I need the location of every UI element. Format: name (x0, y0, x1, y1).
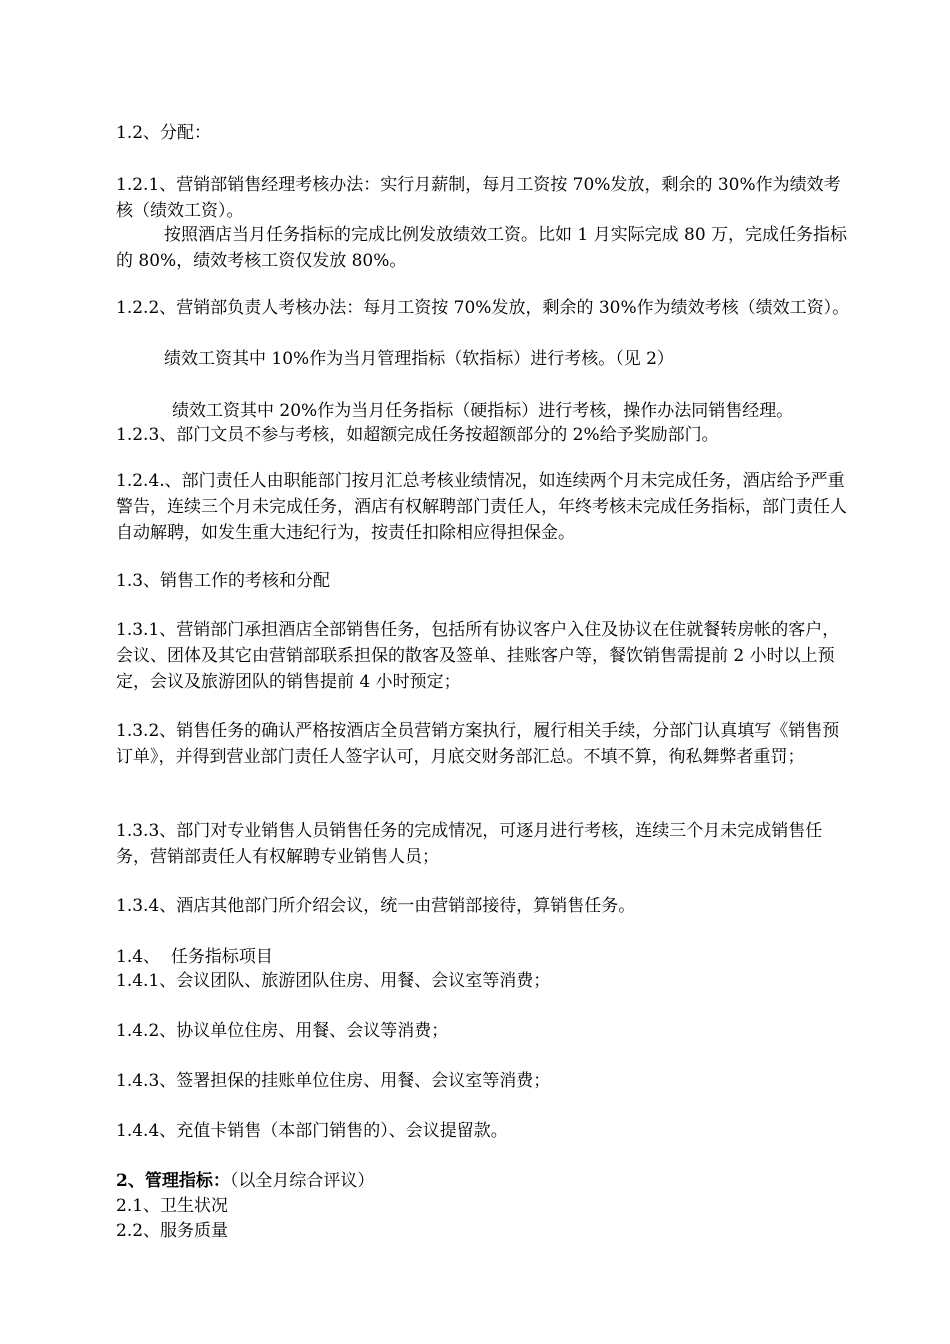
section-1-2-1-detail: 按照酒店当月任务指标的完成比例发放绩效工资。比如 1 月实际完成 80 万，完成任务指标的 80%，绩效考核工资仅发放 80%。 (116, 225, 848, 271)
section-1-4-1-item: 1.4.1、会议团队、旅游团队住房、用餐、会议室等消费； (116, 971, 551, 991)
section-1-4-2-item: 1.4.2、协议单位住房、用餐、会议等消费； (116, 1021, 449, 1041)
section-1-3-heading: 1.3、销售工作的考核和分配 (116, 571, 331, 591)
section-1-2-4-paragraph: 1.2.4.、部门责任人由职能部门按月汇总考核业绩情况，如连续两个月未完成任务，酒店给予严重警告，连续三个月未完成任务，酒店有权解聘部门责任人，年终考核未完成任务指标，部门责任人自动解聘，如发生重大违纪行为，按责任扣除相应得担保金。 (116, 471, 847, 543)
section-1-3-2-paragraph: 1.3.2、销售任务的确认严格按酒店全员营销方案执行，履行相关手续，分部门认真填写《销售预订单》，并得到营业部门责任人签字认可，月底交财务部汇总。不填不算，徇私舞弊者重罚； (116, 721, 840, 767)
section-1-3-1-paragraph: 1.3.1、营销部门承担酒店全部销售任务，包括所有协议客户入住及协议在住就餐转房帐的客户，会议、团体及其它由营销部联系担保的散客及签单、挂账客户等，餐饮销售需提前 2 小时以上预定，会议及旅游团队的销售提前 4 小时预定； (116, 620, 840, 692)
section-2-heading (116, 1168, 856, 1194)
section-1-2-2-paragraph: 1.2.2、营销部负责人考核办法：每月工资按 70%发放，剩余的 30%作为绩效考核（绩效工资）。 (116, 298, 850, 318)
section-1-3-3-paragraph: 1.3.3、部门对专业销售人员销售任务的完成情况，可逐月进行考核，连续三个月未完成销售任务，营销部责任人有权解聘专业销售人员； (116, 821, 823, 867)
section-1-2-2-soft-indicator: 绩效工资其中 10%作为当月管理指标（软指标）进行考核。（见 2） (164, 349, 674, 369)
section-2-heading-bold: 2、管理指标： (116, 1171, 230, 1191)
section-1-4-4-item: 1.4.4、充值卡销售（本部门销售的）、会议提留款。 (116, 1121, 508, 1141)
section-1-4-3-item: 1.4.3、签署担保的挂账单位住房、用餐、会议室等消费； (116, 1071, 551, 1091)
section-1-2-1-paragraph: 1.2.1、营销部销售经理考核办法：实行月薪制，每月工资按 70%发放，剩余的 30%作为绩效考核（绩效工资）。 (116, 175, 841, 221)
section-1-4-heading: 1.4、 任务指标项目 (116, 947, 273, 967)
section-1-2-2-hard-indicator: 绩效工资其中 20%作为当月任务指标（硬指标）进行考核，操作办法同销售经理。 (172, 401, 794, 421)
section-1-3-4-paragraph: 1.3.4、酒店其他部门所介绍会议，统一由营销部接待，算销售任务。 (116, 896, 636, 916)
section-2-heading-note: （以全月综合评议） (229, 1171, 375, 1191)
section-1-2-heading: 1.2、分配： (116, 123, 212, 143)
section-1-2-3-paragraph: 1.2.3、部门文员不参与考核，如超额完成任务按超额部分的 2%给予奖励部门。 (116, 425, 719, 445)
section-2-1-item: 2.1、卫生状况 (116, 1196, 229, 1216)
section-2-2-item: 2.2、服务质量 (116, 1221, 229, 1241)
